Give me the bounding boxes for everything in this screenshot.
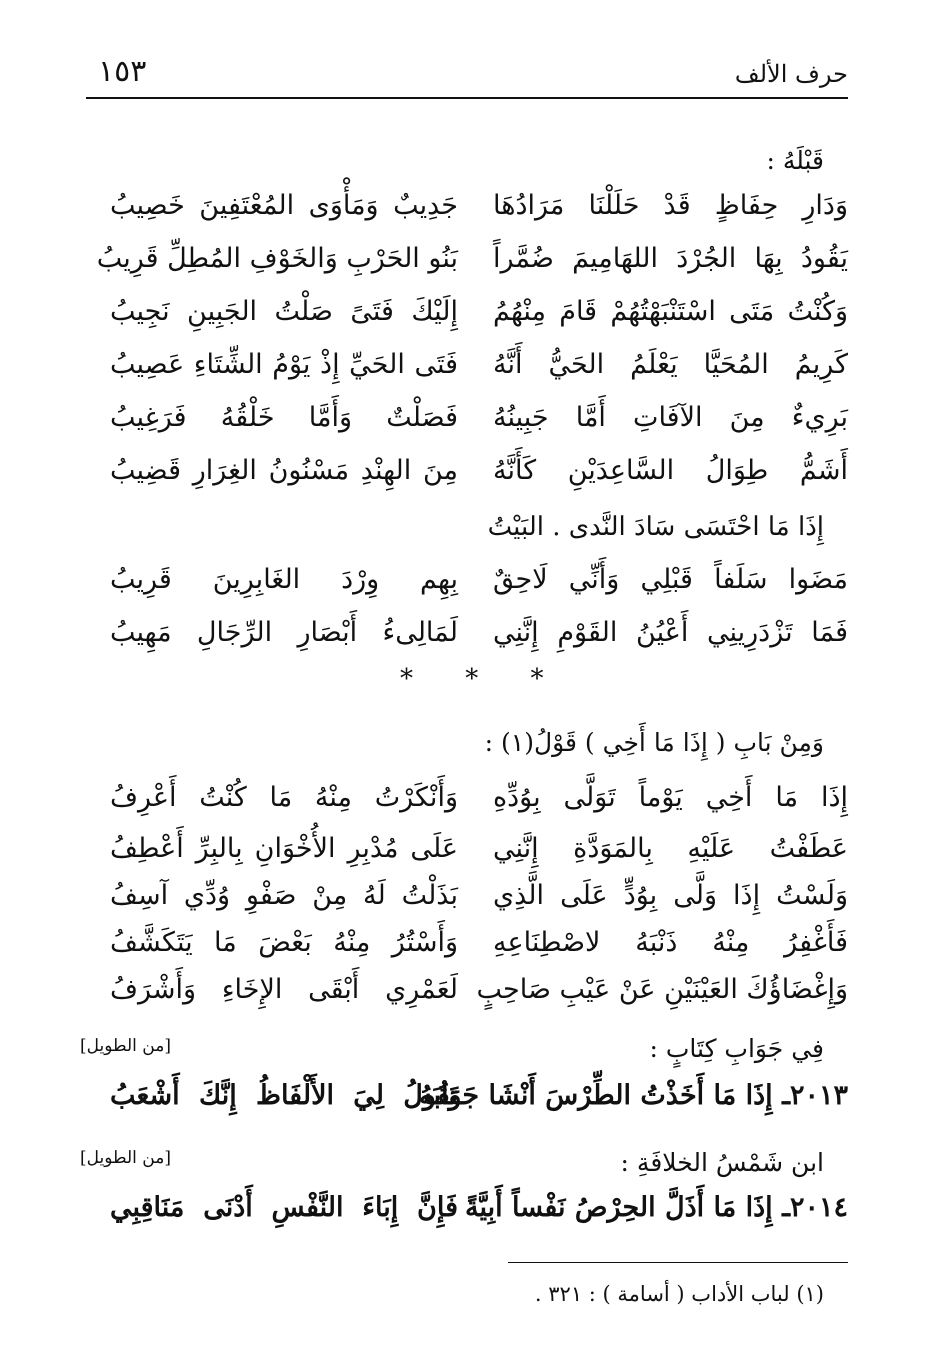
verse-left: فَتَى الحَيِّ إِذْ يَوْمُ الشِّتَاءِ عَصِيبُ xyxy=(110,349,458,380)
verse-right: إِذَا مَا أَخِي يَوْماً تَوَلَّى بِوُدِّهِ xyxy=(493,782,848,813)
verse-right: وَكُنْتُ مَتَى اسْتَنْبَهْتُهُمْ قَامَ مِنْهُمُ xyxy=(493,296,848,327)
verse-left: إِلَيْكَ فَتَىً صَلْتُ الجَبِينِ نَجِيبُ xyxy=(110,296,458,327)
verse-left: وَأَنْكَرْتُ مِنْهُ مَا كُنْتُ أَعْرِفُ xyxy=(110,782,458,813)
verse-right: وَإِغْضَاؤُكَ العَيْنَيْنِ عَنْ عَيْبِ صَاحِبٍ xyxy=(476,974,848,1005)
verse-right: فَأَغْفِرُ مِنْهُ ذَنْبَهُ لاصْطِنَاعِهِ xyxy=(493,927,848,958)
intro-chapter: وَمِنْ بَابِ ( إِذَا مَا أَخِي ) قَوْلُ(١) : xyxy=(484,728,824,757)
verse-numbered-right: ٢٠١٣ـ إِذَا مَا أَخَذْتُ الطِّرْسَ أَنْشَا جَوَابَهُ xyxy=(418,1080,848,1111)
page-number: ١٥٣ xyxy=(98,54,147,89)
verse-right: وَدَارِ حِفَاظٍ قَدْ حَلَلْنَا مَرَادُهَا xyxy=(493,190,848,221)
verse-left: لَمَالِىءُ أَبْصَارِ الرِّجَالِ مَهِيبُ xyxy=(110,617,458,648)
header-rule xyxy=(86,97,848,99)
footnote: (١) لباب الأداب ( أسامة ) : ٣٢١ . xyxy=(534,1282,824,1306)
verse-left: بِهِم وِرْدَ الغَابِرِينَ قَرِيبُ xyxy=(110,564,458,595)
verse-right: وَلَسْتُ إِذَا وَلَّى بِوُدٍّ عَلَى الَّذِي xyxy=(493,880,848,911)
verse-left: بَذَلْتُ لَهُ مِنْ صَفْوِ وُدِّي آسِفُ xyxy=(110,880,458,911)
verse-right: فَمَا تَزْدَرِينِي أَعْيُنُ القَوْمِ إِنَّنِي xyxy=(493,617,848,648)
footnote-rule xyxy=(508,1262,848,1263)
section-separator: * * * xyxy=(400,664,566,694)
verse-numbered-left: فَإِنَّ إِبَاءَ النَّفْسِ أَدْنَى مَنَاقِبِي xyxy=(110,1192,458,1223)
intro-verse-reference: إِذَا مَا احْتَسَى سَادَ النَّدى . البَيْتُ xyxy=(487,512,824,542)
section-title: حرف الألف xyxy=(734,60,848,88)
verse-numbered-left: تَقُولُ لِيَ الأَلْفَاظُ إِنَّكَ أَشْعَبُ xyxy=(110,1080,458,1111)
verse-left: وَأَسْتُرُ مِنْهُ بَعْضَ مَا يَتَكَشَّفُ xyxy=(110,927,458,958)
verse-right: أَشَمُّ طِوَالُ السَّاعِدَيْنِ كَأَنَّهُ xyxy=(493,455,848,486)
verse-left: لَعَمْرِي أَبْقَى الإِخَاءِ وَأَشْرَفُ xyxy=(110,974,458,1005)
verse-left: جَدِيبٌ وَمَأْوَى المُعْتَفِينَ خَصِيبُ xyxy=(110,190,458,221)
verse-left: بَنُو الحَرْبِ وَالخَوْفِ المُطِلِّ قَرِيبُ xyxy=(96,243,458,274)
meter-label: [من الطويل] xyxy=(80,1148,171,1168)
intro-poet: ابن شَمْسُ الخلافَةِ : xyxy=(620,1148,824,1177)
verse-right: يَقُودُ بِهَا الجُرْدَ اللهَامِيمَ ضُمَّراً xyxy=(493,243,848,274)
verse-right: بَرِيءٌ مِنَ الآفَاتِ أَمَّا جَبِينُهُ xyxy=(493,402,848,433)
meter-label: [من الطويل] xyxy=(80,1036,171,1056)
verse-left: مِنَ الهِنْدِ مَسْنُونُ الغِرَارِ قَضِيبُ xyxy=(110,455,458,486)
verse-left: فَصَلْتٌ وَأَمَّا خَلْقُهُ فَرَغِيبُ xyxy=(110,402,458,433)
verse-right: عَطَفْتُ عَلَيْهِ بِالمَوَدَّةِ إِنَّنِي xyxy=(493,833,848,864)
verse-right: كَرِيمُ المُحَيَّا يَعْلَمُ الحَيُّ أَنَّهُ xyxy=(493,349,848,380)
intro-before: قَبْلَهُ : xyxy=(766,146,824,175)
verse-left: عَلَى مُدْبِرِ الأُخْوَانِ بِالبِرِّ أَعْطِفُ xyxy=(110,833,458,864)
verse-right: مَضَوا سَلَفاً قَبْلِي وَأَنِّي لَاحِقٌ xyxy=(493,564,848,595)
verse-numbered-right: ٢٠١٤ـ إِذَا مَا أَذَلَّ الحِرْصُ نَفْساً أَبِيَّةً xyxy=(464,1192,848,1223)
intro-reply: فِي جَوَابِ كِتَابٍ : xyxy=(649,1034,824,1063)
